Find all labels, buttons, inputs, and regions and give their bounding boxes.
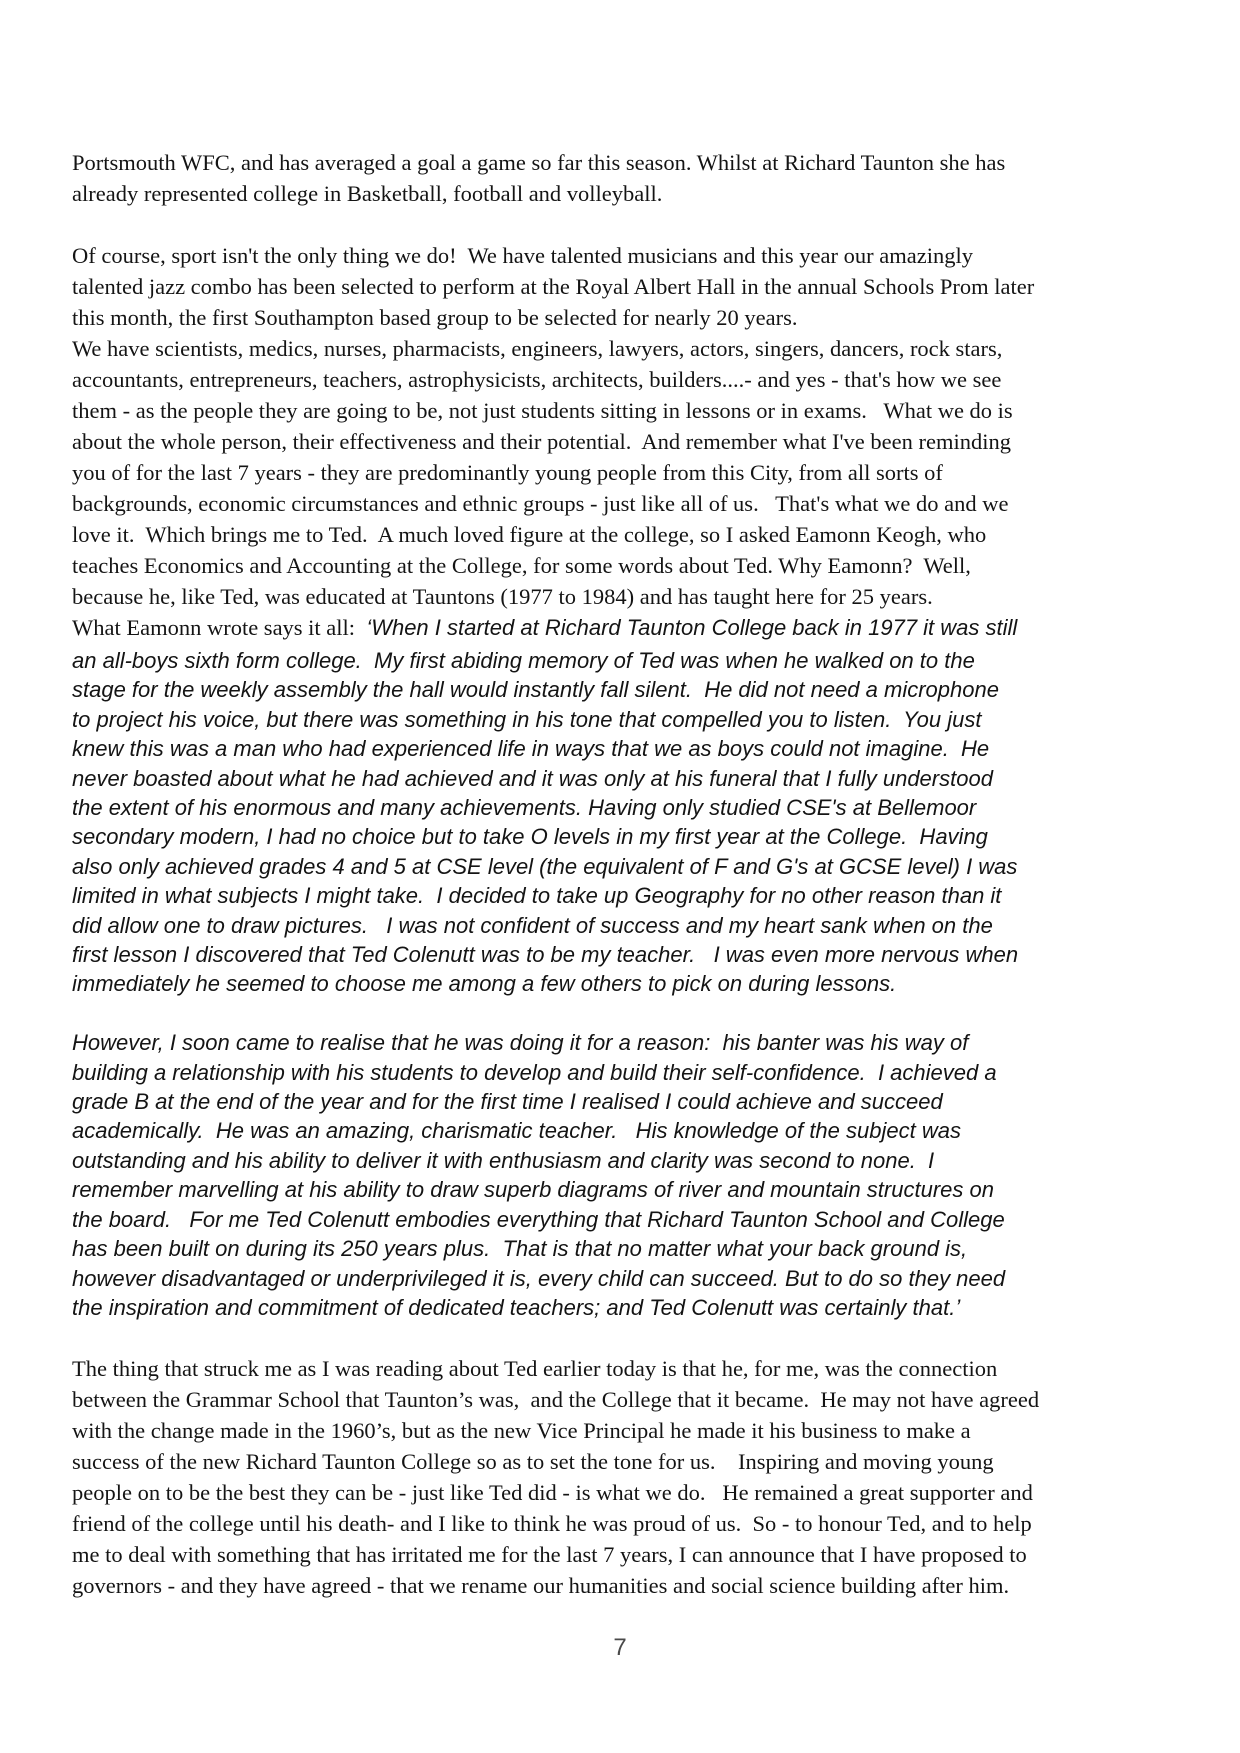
text-line: Portsmouth WFC, and has averaged a goal a game so far this season. Whilst at Richard Taunton she has <box>72 150 1006 175</box>
text-line: outstanding and his ability to deliver it with enthusiasm and clarity was second to none. I <box>72 1147 935 1173</box>
text-line: immediately he seemed to choose me among a few others to pick on during lessons. <box>72 971 897 997</box>
text-line: grade B at the end of the year and for the first time I realised I could achieve and succeed <box>72 1089 943 1115</box>
text-line: because he, like Ted, was educated at Tauntons (1977 to 1984) and has taught here for 25 years. <box>72 584 933 609</box>
paragraph-quote-first-continued <box>72 646 1168 999</box>
page-number: 7 <box>613 1634 627 1662</box>
text-line: however disadvantaged or underprivileged it is, every child can succeed. But to do so they need <box>72 1265 1006 1291</box>
paragraph-gap <box>72 1322 1168 1353</box>
paragraph-intro <box>72 147 1168 209</box>
text-line: the inspiration and commitment of dedicated teachers; and Ted Colenutt was certainly that.’ <box>72 1294 961 1320</box>
text-line: already represented college in Basketball, football and volleyball. <box>72 181 663 206</box>
paragraph-closing <box>72 1353 1168 1601</box>
text-line: has been built on during its 250 years plus. That is that no matter what your back ground is, <box>72 1236 968 1262</box>
quote-first-fragment: ‘When I started at Richard Taunton College back in 1977 it was still <box>366 615 1018 640</box>
text-line: this month, the first Southampton based group to be selected for nearly 20 years. <box>72 305 798 330</box>
text-line: love it. Which brings me to Ted. A much loved figure at the college, so I asked Eamonn Keogh, who <box>72 522 987 547</box>
text-line: talented jazz combo has been selected to perform at the Royal Albert Hall in the annual Schools Prom later <box>72 274 1035 299</box>
text-line: We have scientists, medics, nurses, pharmacists, engineers, lawyers, actors, singers, dancers, rock stars, <box>72 336 1003 361</box>
text-line: secondary modern, I had no choice but to take O levels in my first year at the College. Having <box>72 824 988 850</box>
text-line: teaches Economics and Accounting at the College, for some words about Ted. Why Eamonn? Well, <box>72 553 971 578</box>
paragraph-gap <box>72 209 1168 240</box>
text-line: about the whole person, their effectiveness and their potential. And remember what I've been reminding <box>72 429 1011 454</box>
text-line: never boasted about what he had achieved and it was only at his funeral that I fully understood <box>72 765 993 791</box>
paragraph-quote-lead <box>72 612 1168 646</box>
text-line: However, I soon came to realise that he was doing it for a reason: his banter was his way of <box>72 1030 969 1056</box>
text-line: friend of the college until his death- and I like to think he was proud of us. So - to honour Ted, and to help <box>72 1511 1032 1537</box>
paragraph-students <box>72 333 1168 612</box>
paragraph-sport-music <box>72 240 1168 333</box>
paragraph-quote-second <box>72 1028 1168 1322</box>
text-line: did allow one to draw pictures. I was not confident of success and my heart sank when on the <box>72 912 993 938</box>
text-line: people on to be the best they can be - just like Ted did - is what we do. He remained a great supporter and <box>72 1480 1033 1506</box>
text-line: also only achieved grades 4 and 5 at CSE level (the equivalent of F and G's at GCSE level) I was <box>72 853 1018 879</box>
text-line: the board. For me Ted Colenutt embodies everything that Richard Taunton School and College <box>72 1206 1005 1232</box>
quote-lead-in: What Eamonn wrote says it all: <box>72 615 367 640</box>
text-line: knew this was a man who had experienced life in ways that we as boys could not imagine. He <box>72 736 990 762</box>
text-line: them - as the people they are going to be, not just students sitting in lessons or in exams. What we do is <box>72 398 1013 423</box>
text-line: success of the new Richard Taunton College so as to set the tone for us. Inspiring and moving young <box>72 1449 994 1475</box>
text-line: limited in what subjects I might take. I decided to take up Geography for no other reason than it <box>72 883 1002 909</box>
text-line: with the change made in the 1960’s, but as the new Vice Principal he made it his business to make a <box>72 1418 971 1444</box>
text-line: academically. He was an amazing, charismatic teacher. His knowledge of the subject was <box>72 1118 961 1144</box>
text-line: first lesson I discovered that Ted Colenutt was to be my teacher. I was even more nervous when <box>72 942 1019 968</box>
text-line: Of course, sport isn't the only thing we do! We have talented musicians and this year our amazingly <box>72 243 973 268</box>
text-line: between the Grammar School that Taunton’s was, and the College that it became. He may not have agreed <box>72 1387 1040 1413</box>
text-line: an all-boys sixth form college. My first abiding memory of Ted was when he walked on to the <box>72 648 975 673</box>
text-line: to project his voice, but there was something in his tone that compelled you to listen. You just <box>72 706 982 732</box>
text-line: The thing that struck me as I was reading about Ted earlier today is that he, for me, was the connection <box>72 1356 998 1382</box>
text-line: accountants, entrepreneurs, teachers, astrophysicists, architects, builders....- and yes - that's how we see <box>72 367 1002 392</box>
text-line: me to deal with something that has irritated me for the last 7 years, I can announce that I have proposed to <box>72 1542 1027 1568</box>
text-line: backgrounds, economic circumstances and ethnic groups - just like all of us. That's what we do and we <box>72 491 1009 516</box>
text-line: governors - and they have agreed - that we rename our humanities and social science building after him. <box>72 1573 1010 1599</box>
text-line: remember marvelling at his ability to draw superb diagrams of river and mountain structures on <box>72 1177 994 1203</box>
text-line: stage for the weekly assembly the hall would instantly fall silent. He did not need a microphone <box>72 677 999 703</box>
text-line: building a relationship with his students to develop and build their self-confidence. I achieved a <box>72 1059 997 1085</box>
paragraph-gap <box>72 999 1168 1028</box>
text-line: you of for the last 7 years - they are predominantly young people from this City, from all sorts of <box>72 460 943 485</box>
text-line <box>72 612 1168 646</box>
text-line: the extent of his enormous and many achievements. Having only studied CSE's at Bellemoor <box>72 795 977 821</box>
